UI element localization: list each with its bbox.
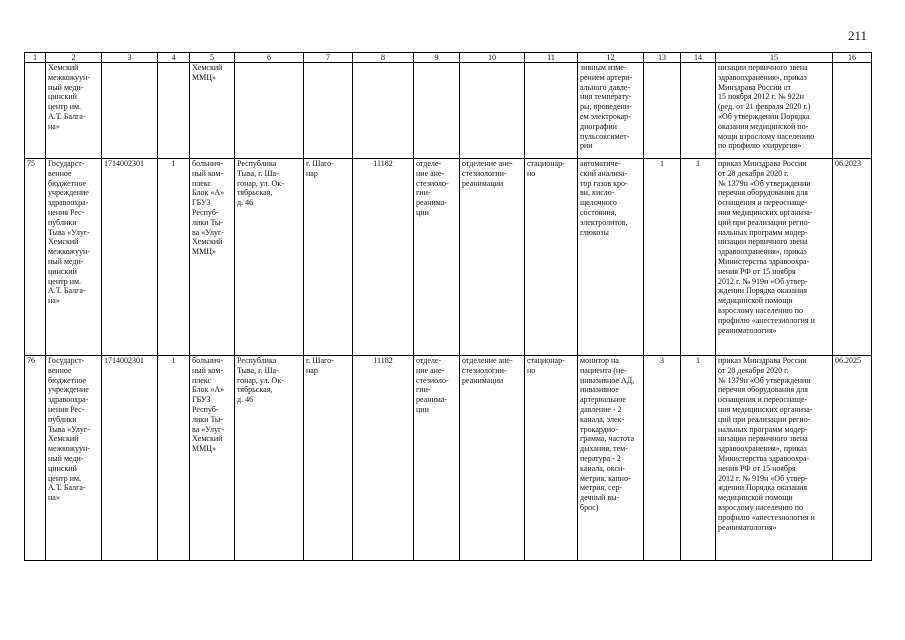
code-cell: 11182 [353,159,414,356]
row-number-cell [25,63,46,159]
count-cell [158,63,190,159]
column-header: 11 [525,53,578,63]
equipment-cell: автоматиче- ский анализа- тор газов кро- ви, кисло- щелочного состояния, электролитов, глюкозы [578,159,644,356]
unit-cell: отделение ане- стезиологии- реанимации [460,356,525,561]
column-header: 14 [681,53,716,63]
building-cell: больнич- ный ком- плекс Блок «А» ГБУЗ Респуб- лики Ты- ва «Улуг- Хемский ММЦ» [190,356,235,561]
basis-cell: низации первичного звена здравоохранения», приказ Минздрава России от 15 ноября 2012 г. № 922н (ред. от 21 февраля 2020 г.) «Об утверждении Порядка оказания медицинской по- мощи взрослому населению по профилю «хирургия» [716,63,833,159]
equipment-cell: монитор на пациента (не- инвазивное АД, инвазивное артериальное давление - 2 канала, элек- трокардио- грамма, частота дыхания, тем- пература - 2 канала, окси- метрия, капно- метрия, сер- дечный вы- брос) [578,356,644,561]
row-number-cell: 76 [25,356,46,561]
inn-cell: 1714002301 [102,356,158,561]
column-header: 3 [102,53,158,63]
department-cell [414,63,460,159]
column-header: 1 [25,53,46,63]
address-cell: Республика Тыва, г. Ша- гонар, ул. Ок- тябрьская, д. 46 [235,356,304,561]
inn-cell: 1714002301 [102,159,158,356]
code-cell [353,63,414,159]
column-header: 5 [190,53,235,63]
count-cell: 1 [158,356,190,561]
care-type-cell [525,63,578,159]
count-cell: 1 [158,159,190,356]
unit-cell: отделение ане- стезиологии- реанимации [460,159,525,356]
building-cell: Хемский ММЦ» [190,63,235,159]
column-header: 15 [716,53,833,63]
basis-cell: приказ Минздрава России от 28 декабря 2020 г. № 1379н «Об утверждении перечня оборудования для оснащения и переоснаще- ния медицинских организа- ций при реализации регио- нальных программ модер- низации первичного звена здравоохранения», приказ Министерства здравоохра- нения РФ от 15 ноября 2012 г. № 919н «Об утвер- ждении Порядка оказания медицинской помощи взрослому населению по профилю «анестезиология и реаниматология» [716,159,833,356]
column-header: 6 [235,53,304,63]
institution-cell: Государст- венное бюджетное учреждение здравоохра- нения Рес- публики Тыва «Улуг- Хемский межкожуун- ный меди- цинский центр им. А.Т. Балга- на» [46,356,102,561]
date-cell: 06.2025 [833,356,872,561]
code-cell: 11182 [353,356,414,561]
equipment-cell: зивным изме- рением артери- ального давле- ния температу- ры, проведени- ем электрокар- диографии пульсоксимет- рии [578,63,644,159]
address-cell [235,63,304,159]
table-row [25,159,872,356]
table-row [25,63,872,159]
quantity-cell: 1 [681,159,716,356]
institution-cell: Государст- венное бюджетное учреждение здравоохра- нения Рес- публики Тыва «Улуг- Хемский межкожуун- ный меди- цинский центр им. А.Т. Балга- на» [46,159,102,356]
page-number: 211 [848,28,868,43]
column-header: 16 [833,53,872,63]
quantity-cell [644,63,681,159]
date-cell: 06.2023 [833,159,872,356]
quantity-cell: 3 [644,356,681,561]
column-header: 4 [158,53,190,63]
city-cell: г. Шаго- нар [304,356,353,561]
department-cell: отделе- ние ане- стезиоло- гии- реанима- ции [414,356,460,561]
address-cell: Республика Тыва, г. Ша- гонар, ул. Ок- тябрьская, д. 46 [235,159,304,356]
inn-cell [102,63,158,159]
column-header: 2 [46,53,102,63]
column-header: 10 [460,53,525,63]
care-type-cell: стационар- но [525,356,578,561]
column-header: 7 [304,53,353,63]
table-row [25,356,872,561]
column-header: 13 [644,53,681,63]
city-cell [304,63,353,159]
column-header: 9 [414,53,460,63]
column-number-row [25,53,872,63]
quantity-cell: 1 [681,356,716,561]
basis-cell: приказ Минздрава России от 28 декабря 2020 г. № 1379н «Об утверждении перечня оборудования для оснащения и переоснаще- ния медицинских организа- ций при реализации регио- нальных программ модер- низации первичного звена здравоохранения», приказ Министерства здравоохра- нения РФ от 15 ноября 2012 г. № 919н «Об утвер- ждении Порядка оказания медицинской помощи взрослому населению по профилю «анестезиология и реаниматология» [716,356,833,561]
column-header: 12 [578,53,644,63]
unit-cell [460,63,525,159]
equipment-table [24,52,872,561]
quantity-cell [681,63,716,159]
care-type-cell: стационар- но [525,159,578,356]
institution-cell: Хемский межкожуун- ный меди- цинский центр им. А.Т. Балга- на» [46,63,102,159]
column-header: 8 [353,53,414,63]
building-cell: больнич- ный ком- плекс Блок «А» ГБУЗ Респуб- лики Ты- ва «Улуг- Хемский ММЦ» [190,159,235,356]
quantity-cell: 1 [644,159,681,356]
row-number-cell: 75 [25,159,46,356]
department-cell: отделе- ние ане- стезиоло- гии- реанима- ции [414,159,460,356]
city-cell: г. Шаго- нар [304,159,353,356]
date-cell [833,63,872,159]
